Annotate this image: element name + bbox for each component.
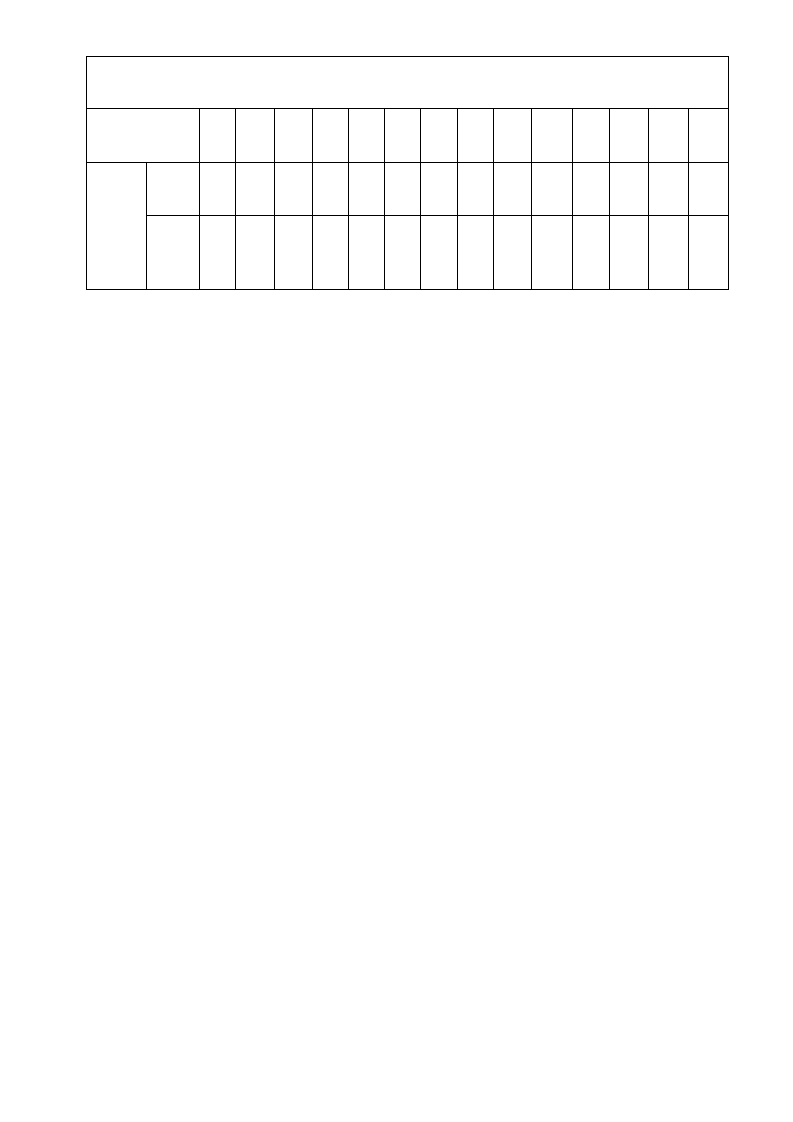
condition-entry-cell[interactable] bbox=[532, 216, 573, 290]
date-header bbox=[87, 109, 200, 163]
student-sub-label-2 bbox=[147, 216, 200, 290]
temperature-entry-cell[interactable] bbox=[385, 163, 421, 216]
temperature-entry-cell[interactable] bbox=[532, 163, 573, 216]
student-row-1 bbox=[87, 163, 729, 216]
student-row-2 bbox=[87, 216, 729, 290]
date-column-header bbox=[494, 109, 532, 163]
condition-entry-cell[interactable] bbox=[689, 216, 729, 290]
temperature-entry-cell[interactable] bbox=[610, 163, 649, 216]
date-column-header bbox=[313, 109, 349, 163]
temperature-entry-cell[interactable] bbox=[689, 163, 729, 216]
date-row bbox=[87, 109, 729, 163]
temperature-entry-cell[interactable] bbox=[421, 163, 458, 216]
condition-entry-cell[interactable] bbox=[236, 216, 275, 290]
student-label bbox=[87, 163, 147, 290]
date-column-header bbox=[689, 109, 729, 163]
table-body bbox=[87, 57, 729, 290]
date-column-header bbox=[610, 109, 649, 163]
form-title bbox=[87, 57, 729, 109]
temperature-entry-cell[interactable] bbox=[275, 163, 313, 216]
temperature-entry-cell[interactable] bbox=[573, 163, 610, 216]
date-column-header bbox=[385, 109, 421, 163]
condition-entry-cell[interactable] bbox=[421, 216, 458, 290]
condition-entry-cell[interactable] bbox=[494, 216, 532, 290]
date-column-header bbox=[236, 109, 275, 163]
temperature-entry-cell[interactable] bbox=[494, 163, 532, 216]
condition-entry-cell[interactable] bbox=[573, 216, 610, 290]
condition-entry-cell[interactable] bbox=[649, 216, 689, 290]
temperature-entry-cell[interactable] bbox=[313, 163, 349, 216]
title-row bbox=[87, 57, 729, 109]
condition-entry-cell[interactable] bbox=[349, 216, 385, 290]
condition-entry-cell[interactable] bbox=[313, 216, 349, 290]
condition-entry-cell[interactable] bbox=[458, 216, 494, 290]
condition-entry-cell[interactable] bbox=[275, 216, 313, 290]
temperature-entry-cell[interactable] bbox=[200, 163, 236, 216]
date-column-header bbox=[532, 109, 573, 163]
date-column-header bbox=[573, 109, 610, 163]
condition-entry-cell[interactable] bbox=[200, 216, 236, 290]
date-column-header bbox=[200, 109, 236, 163]
condition-entry-cell[interactable] bbox=[610, 216, 649, 290]
date-column-header bbox=[421, 109, 458, 163]
condition-entry-cell[interactable] bbox=[385, 216, 421, 290]
health-log-table bbox=[86, 56, 729, 290]
date-column-header bbox=[349, 109, 385, 163]
student-sub-label-1 bbox=[147, 163, 200, 216]
date-column-header bbox=[649, 109, 689, 163]
temperature-entry-cell[interactable] bbox=[349, 163, 385, 216]
date-column-header bbox=[458, 109, 494, 163]
temperature-entry-cell[interactable] bbox=[236, 163, 275, 216]
temperature-entry-cell[interactable] bbox=[458, 163, 494, 216]
date-column-header bbox=[275, 109, 313, 163]
temperature-entry-cell[interactable] bbox=[649, 163, 689, 216]
